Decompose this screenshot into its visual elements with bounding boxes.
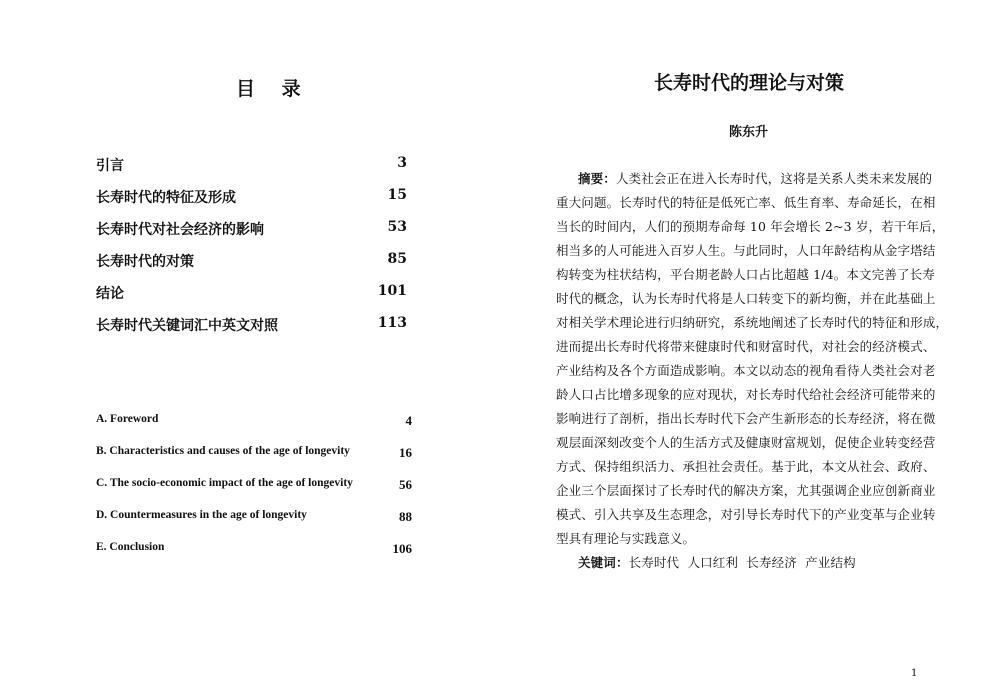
toc-english-label: A. Foreword [96, 413, 159, 425]
toc-english-page: 56 [399, 477, 412, 492]
abstract-line: 对相关学术理论进行归纳研究，系统地阐述了长寿时代的特征和形成， [556, 315, 949, 330]
article-author: 陈东升 [729, 125, 769, 140]
abstract-line: 模式、引入共享及生态理念，对引导长寿时代下的产业变革与企业转 [556, 507, 936, 522]
toc-entry [96, 283, 416, 303]
toc-english-entry [96, 477, 416, 492]
toc-english-label: B. Characteristics and causes of the age of longevity [96, 445, 350, 457]
toc-english-label: E. Conclusion [96, 541, 165, 553]
toc-entry-page: 15 [387, 187, 407, 203]
toc-entry-page: 3 [397, 155, 407, 171]
toc-entry-label: 长寿时代的特征及形成 [96, 190, 236, 206]
toc-entry [96, 219, 416, 239]
abstract-line: 构转变为柱状结构，平台期老龄人口占比超越 1/4。本文完善了长寿 [556, 267, 935, 282]
keywords-label: 关键词： [578, 555, 629, 570]
toc-english-entry [96, 445, 416, 460]
toc-entry [96, 315, 416, 335]
keywords-line [578, 553, 918, 571]
article-title: 长寿时代的理论与对策 [654, 72, 845, 94]
toc-english-entry [96, 413, 416, 428]
abstract-text: 人类社会正在进入长寿时代，这将是关系人类未来发展的 [615, 171, 933, 186]
toc-entry-page: 53 [387, 219, 407, 235]
abstract-label: 摘要： [578, 171, 616, 186]
abstract-line: 影响进行了剖析，指出长寿时代下会产生新形态的长寿经济，将在微 [556, 411, 936, 426]
toc-entry-label: 长寿时代关键词汇中英文对照 [96, 318, 278, 334]
toc-entry-label: 结论 [96, 286, 124, 302]
abstract-line: 时代的概念，认为长寿时代将是人口转变下的新均衡，并在此基础上 [556, 291, 936, 306]
toc-english-label: D. Countermeasures in the age of longevity [96, 509, 307, 521]
toc-english-page: 88 [399, 509, 412, 524]
abstract-line: 重大问题。长寿时代的特征是低死亡率、低生育率、寿命延长，在相 [556, 195, 936, 210]
keywords-text: 长寿时代 人口红利 长寿经济 产业结构 [628, 555, 856, 570]
abstract-line: 产业结构及各个方面造成影响。本文以动态的视角看待人类社会对老 [556, 363, 936, 378]
toc-entry-label: 长寿时代的对策 [96, 254, 194, 270]
toc-english-page: 16 [399, 445, 412, 460]
toc-entry-label: 引言 [96, 158, 124, 174]
abstract-line: 龄人口占比增多现象的应对现状，对长寿时代给社会经济可能带来的 [556, 387, 936, 402]
toc-english-page: 106 [392, 541, 412, 556]
toc-title: 目 录 [236, 78, 311, 100]
toc-english-entry [96, 509, 416, 524]
toc-english-label: C. The socio-economic impact of the age of longevity [96, 477, 353, 489]
abstract-line [578, 169, 933, 187]
toc-entry [96, 155, 416, 175]
abstract-line: 相当多的人可能进入百岁人生。与此同时，人口年龄结构从金字塔结 [556, 243, 936, 258]
abstract-line: 当长的时间内，人们的预期寿命每 10 年会增长 2~3 岁，若干年后， [556, 219, 945, 234]
toc-entry-page: 113 [377, 315, 407, 331]
toc-english-page: 4 [405, 413, 412, 428]
abstract-line: 型具有理论与实践意义。 [556, 531, 696, 546]
toc-english-entry [96, 541, 416, 556]
abstract-line: 企业三个层面探讨了长寿时代的解决方案，尤其强调企业应创新商业 [556, 483, 936, 498]
toc-entry [96, 251, 416, 271]
page-number: 1 [911, 668, 918, 679]
abstract-line: 进而提出长寿时代将带来健康时代和财富时代，对社会的经济模式、 [556, 339, 936, 354]
toc-entry-page: 85 [387, 251, 407, 267]
toc-entry [96, 187, 416, 207]
toc-entry-page: 101 [377, 283, 407, 299]
abstract-line: 方式、保持组织活力、承担社会责任。基于此，本文从社会、政府、 [556, 459, 936, 474]
toc-entry-label: 长寿时代对社会经济的影响 [96, 222, 264, 238]
abstract-line: 观层面深刻改变个人的生活方式及健康财富规划，促使企业转变经营 [556, 435, 936, 450]
